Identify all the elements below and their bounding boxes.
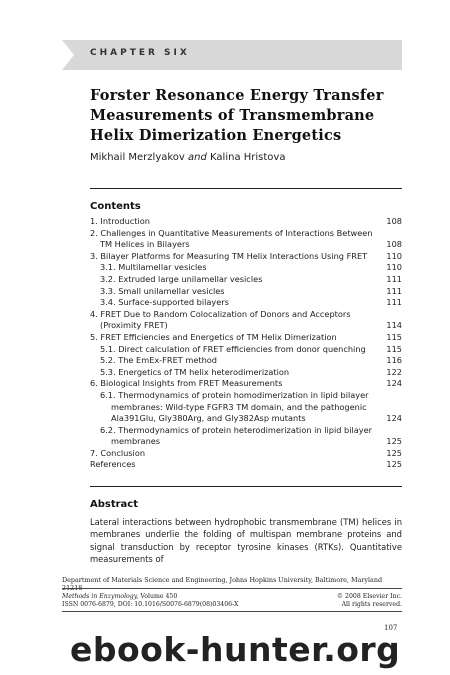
table-of-contents — [90, 216, 402, 471]
footer-meta-row — [62, 601, 402, 608]
toc-entry[interactable]: membranes 125 — [111, 436, 402, 447]
chapter-title-line: Helix Dimerization Energetics — [90, 127, 342, 144]
toc-entry[interactable]: Ala391Glu, Gly380Arg, and Gly382Asp mutants 124 — [111, 413, 402, 424]
divider-rule — [90, 486, 402, 487]
affiliation: Department of Materials Science and Engineering, Johns Hopkins University, Baltimore, Maryland 21218 — [62, 576, 383, 592]
journal-name: Methods in Enzymology, — [62, 593, 139, 600]
chapter-title — [90, 86, 420, 146]
toc-entry[interactable]: membranes: Wild-type FGFR3 TM domain, and the pathogenic — [111, 401, 367, 412]
watermark-text: ebook-hunter.org — [70, 630, 401, 669]
toc-entry[interactable]: 5. FRET Efficiencies and Energetics of TM Helix Dimerization 115 — [90, 331, 402, 342]
divider-rule — [90, 188, 402, 189]
author-second: Kalina Hristova — [210, 152, 286, 163]
toc-entry[interactable]: 3. Bilayer Platforms for Measuring TM Helix Interactions Using FRET 110 — [90, 250, 402, 261]
authors — [90, 152, 285, 163]
toc-entry[interactable]: 6.1. Thermodynamics of protein homodimerization in lipid bilayer — [100, 389, 369, 400]
toc-entry[interactable]: 6.2. Thermodynamics of protein heterodimerization in lipid bilayer — [100, 424, 373, 435]
toc-entry[interactable]: TM Helices in Bilayers 108 — [100, 239, 402, 250]
author-conjunction: and — [188, 152, 207, 163]
abstract-text: Lateral interactions between hydrophobic transmembrane (TM) helices in membranes underlie the folding of multispan membrane proteins and signal transduction by receptor tyrosine kinases (RTKs). Quantitative measurements of — [90, 517, 402, 564]
toc-entry[interactable]: 3.4. Surface-supported bilayers 111 — [100, 297, 402, 308]
author-first: Mikhail Merzlyakov — [90, 152, 185, 163]
toc-entry[interactable]: 5.1. Direct calculation of FRET efficiencies from donor quenching 115 — [100, 343, 402, 354]
footer-meta-row — [62, 593, 402, 600]
journal-volume: Volume 450 — [140, 593, 178, 600]
rights: All rights reserved. — [341, 601, 402, 608]
copyright: © 2008 Elsevier Inc. — [336, 593, 402, 600]
issn-doi: ISSN 0076-6879, DOI: 10.1016/S0076-6879(08)03406-X — [62, 601, 239, 608]
toc-entry[interactable]: References 125 — [90, 459, 402, 470]
footer-rule — [62, 611, 402, 612]
toc-entry[interactable]: 3.3. Small unilamellar vesicles 111 — [100, 285, 402, 296]
abstract-heading: Abstract — [90, 499, 139, 510]
footer-rule — [62, 588, 402, 589]
chapter-title-line: Measurements of Transmembrane — [90, 107, 375, 124]
toc-entry[interactable]: 4. FRET Due to Random Colocalization of Donors and Acceptors — [90, 308, 351, 319]
toc-entry[interactable]: 1. Introduction 108 — [90, 216, 402, 226]
chapter-arrow-notch — [62, 40, 74, 70]
toc-entry[interactable]: 7. Conclusion 125 — [90, 447, 402, 458]
chapter-title-line: Forster Resonance Energy Transfer — [90, 87, 384, 104]
toc-entry[interactable]: 6. Biological Insights from FRET Measurements 124 — [90, 378, 402, 389]
page-number: 107 — [384, 624, 398, 632]
toc-entry[interactable]: 3.1. Multilamellar vesicles 110 — [100, 262, 402, 273]
toc-entry[interactable]: 5.3. Energetics of TM helix heterodimerization 122 — [100, 366, 402, 377]
toc-entry[interactable]: 3.2. Extruded large unilamellar vesicles 111 — [100, 273, 402, 284]
toc-entry[interactable]: 2. Challenges in Quantitative Measurements of Interactions Between — [90, 227, 373, 238]
chapter-label: CHAPTER SIX — [90, 48, 190, 58]
toc-entry[interactable]: 5.2. The EmEx-FRET method 116 — [100, 355, 402, 366]
contents-heading: Contents — [90, 201, 141, 212]
toc-entry[interactable]: (Proximity FRET) 114 — [100, 320, 402, 331]
